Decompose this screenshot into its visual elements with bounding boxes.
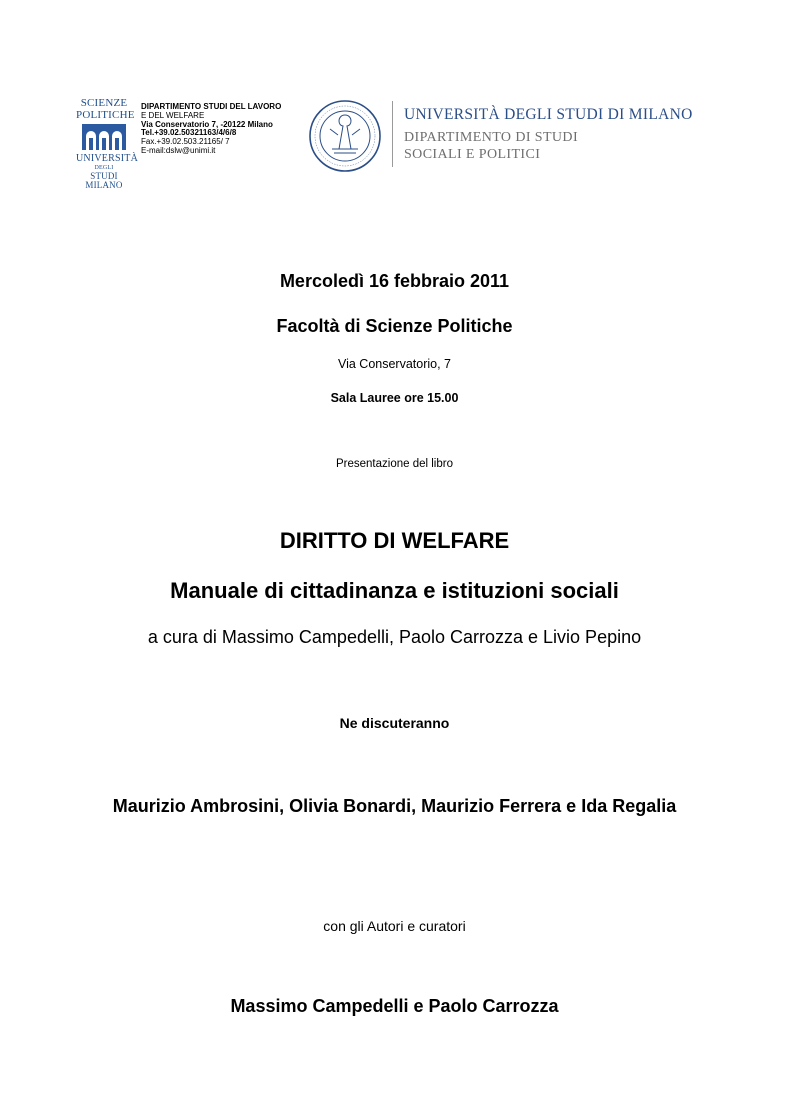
columns-icon [82, 124, 126, 150]
dept-info-line4: Tel.+39.02.50321163/4/6/8 [141, 128, 237, 138]
event-room-time: Sala Lauree ore 15.00 [330, 391, 459, 405]
university-dept-line2: SOCIALI E POLITICI [404, 147, 541, 162]
discussants-intro: Ne discuteranno [339, 715, 450, 731]
authors-names: Massimo Campedelli e Paolo Carrozza [230, 996, 559, 1016]
event-date: Mercoledì 16 febbraio 2011 [279, 271, 510, 291]
authors-intro: con gli Autori e curatori [323, 918, 466, 934]
department-info [141, 103, 281, 156]
dept-info-line1: DIPARTIMENTO STUDI DEL LAVORO [141, 102, 282, 111]
dept-info-line2: E DEL WELFARE [141, 110, 205, 120]
university-name-block [404, 106, 693, 163]
event-intro: Presentazione del libro [336, 458, 453, 470]
dept-info-line6: E-mail:dslw@unimi.it [141, 145, 216, 155]
university-dept-line1: DIPARTIMENTO DI STUDI [404, 130, 579, 145]
discussants-names: Maurizio Ambrosini, Olivia Bonardi, Maurizio Ferrera e Ida Regalia [112, 796, 677, 816]
event-venue: Facoltà di Scienze Politiche [276, 316, 513, 336]
header-divider [392, 101, 393, 167]
event-address: Via Conservatorio, 7 [337, 357, 452, 371]
book-subtitle: Manuale di cittadinanza e istituzioni sociali [170, 578, 619, 603]
dept-info-line3: Via Conservatorio 7, -20122 Milano [141, 119, 273, 129]
dept-info-line5: Fax.+39.02.503.21165/ 7 [141, 137, 230, 147]
faculty-logo-line3: UNIVERSITÀ [76, 153, 138, 164]
faculty-logo [76, 96, 138, 190]
faculty-logo-line2: POLITICHE [76, 109, 135, 121]
faculty-logo-line5: STUDI MILANO [85, 171, 123, 190]
book-title: DIRITTO DI WELFARE [279, 528, 510, 553]
university-name: UNIVERSITÀ DEGLI STUDI DI MILANO [404, 106, 693, 123]
faculty-logo-line1: SCIENZE [80, 97, 128, 109]
book-editors: a cura di Massimo Campedelli, Paolo Carrozza e Livio Pepino [147, 627, 642, 647]
faculty-logo-line4: DEGLI [94, 165, 114, 171]
university-seal-icon [308, 99, 382, 173]
